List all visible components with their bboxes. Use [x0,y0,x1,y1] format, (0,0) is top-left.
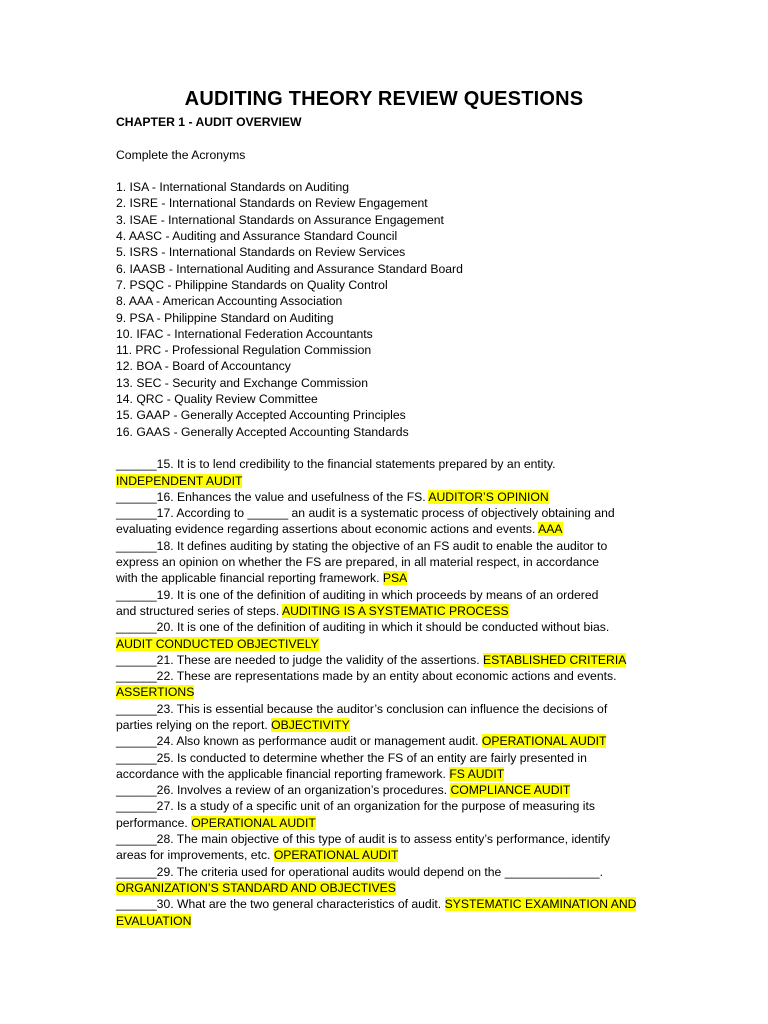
acronym-item: 1. ISA - International Standards on Auditing [116,180,350,195]
question-item [116,456,656,489]
question-item [116,505,656,538]
answer-highlight: OBJECTIVITY [271,717,350,732]
question-text: ______29. The criteria used for operational audits would depend on the ______________. [116,864,603,879]
question-text: ______25. Is conducted to determine whether the FS of an entity are fairly presented in [116,750,587,765]
answer-highlight: COMPLIANCE AUDIT [450,783,571,798]
acronym-item: 5. ISRS - International Standards on Review Services [116,245,406,260]
acronym-item: 2. ISRE - International Standards on Review Engagement [116,196,428,211]
question-text: express an opinion on whether the FS are prepared, in all material respect, in accordance [116,555,600,570]
acronym-item: 3. ISAE - International Standards on Assurance Engagement [116,212,444,227]
acronym-item: 9. PSA - Philippine Standard on Auditing [116,310,334,325]
question-item [116,896,656,929]
acronym-item: 10. IFAC - International Federation Accountants [116,326,373,341]
answer-highlight: AUDITING IS A SYSTEMATIC PROCESS [281,603,509,618]
answer-highlight: INDEPENDENT AUDIT [116,473,243,488]
acronym-item: 15. GAAP - Generally Accepted Accounting Principles [116,408,406,423]
answer-highlight: AUDITOR’S OPINION [428,489,549,504]
question-text: ______20. It is one of the definition of auditing in which it should be conducted without bias. [116,620,610,635]
question-item [116,782,656,798]
question-item [116,619,656,652]
answer-highlight: AUDIT CONDUCTED OBJECTIVELY [116,636,319,651]
question-text: ______27. Is a study of a specific unit of an organization for the purpose of measuring its [116,799,595,814]
question-item [116,831,656,864]
question-item [116,489,656,505]
question-item [116,668,656,701]
answer-highlight: EVALUATION [116,913,192,928]
acronym-item: 16. GAAS - Generally Accepted Accounting Standards [116,424,409,439]
question-text: ______21. These are needed to judge the validity of the assertions. [116,652,480,667]
answer-highlight: ASSERTIONS [116,685,195,700]
question-text: performance. [116,815,188,830]
answer-highlight: OPERATIONAL AUDIT [481,734,607,749]
question-item [116,652,656,668]
question-item [116,864,656,897]
question-item [116,798,656,831]
question-text: ______16. Enhances the value and usefulness of the FS. [116,489,426,504]
question-item [116,750,656,783]
question-item [116,733,656,749]
question-text: ______15. It is to lend credibility to the financial statements prepared by an entity. [116,457,556,472]
question-text: ______23. This is essential because the auditor’s conclusion can influence the decisions of [116,701,608,716]
acronym-item: 11. PRC - Professional Regulation Commission [116,343,372,358]
question-text: ______24. Also known as performance audit or management audit. [116,734,479,749]
question-item [116,587,656,620]
question-text: ______28. The main objective of this type of audit is to assess entity’s performance, identify [116,832,611,847]
acronym-item: 13. SEC - Security and Exchange Commission [116,375,368,390]
acronym-item: 12. BOA - Board of Accountancy [116,359,291,374]
answer-highlight: FS AUDIT [449,766,505,781]
answer-highlight: SYSTEMATIC EXAMINATION AND [444,897,637,912]
question-text: evaluating evidence regarding assertions about economic actions and events. [116,522,536,537]
question-text: ______19. It is one of the definition of auditing in which proceeds by means of an ordered [116,587,599,602]
document-body [116,114,656,929]
question-text: ______22. These are representations made by an entity about economic actions and events. [116,669,617,684]
answer-highlight: OPERATIONAL AUDIT [191,815,316,830]
question-item [116,538,656,587]
question-text: parties relying on the report. [116,717,268,732]
question-text: ______18. It defines auditing by stating the objective of an FS audit to enable the auditor to [116,538,608,553]
question-item [116,701,656,734]
acronym-list [116,179,656,440]
chapter-heading: CHAPTER 1 - AUDIT OVERVIEW [116,115,302,129]
acronym-item: 7. PSQC - Philippine Standards on Quality Control [116,277,388,292]
answer-highlight: ORGANIZATION’S STANDARD AND OBJECTIVES [116,880,396,895]
question-text: accordance with the applicable financial reporting framework. [116,766,450,781]
acronyms-heading: Complete the Acronyms [116,147,246,162]
answer-highlight: AAA [538,522,563,537]
answer-highlight: ESTABLISHED CRITERIA [483,652,627,667]
question-text: areas for improvements, etc. [116,848,274,863]
question-text: ______17. According to ______ an audit is a systematic process of objectively obtaining and [116,506,615,521]
acronym-item: 4. AASC - Auditing and Assurance Standard Council [116,229,398,244]
acronym-item: 8. AAA - American Accounting Association [116,294,343,309]
question-list [116,456,656,929]
acronym-item: 6. IAASB - International Auditing and Assurance Standard Board [116,261,463,276]
answer-highlight: PSA [382,571,408,586]
acronym-item: 14. QRC - Quality Review Committee [116,392,318,407]
question-text: and structured series of steps. [116,603,280,618]
page-title: AUDITING THEORY REVIEW QUESTIONS [184,88,584,110]
question-text: with the applicable financial reporting framework. [116,571,380,586]
question-text: ______30. What are the two general characteristics of audit. [116,897,442,912]
question-text: ______26. Involves a review of an organization’s procedures. [116,783,448,798]
answer-highlight: OPERATIONAL AUDIT [273,848,399,863]
